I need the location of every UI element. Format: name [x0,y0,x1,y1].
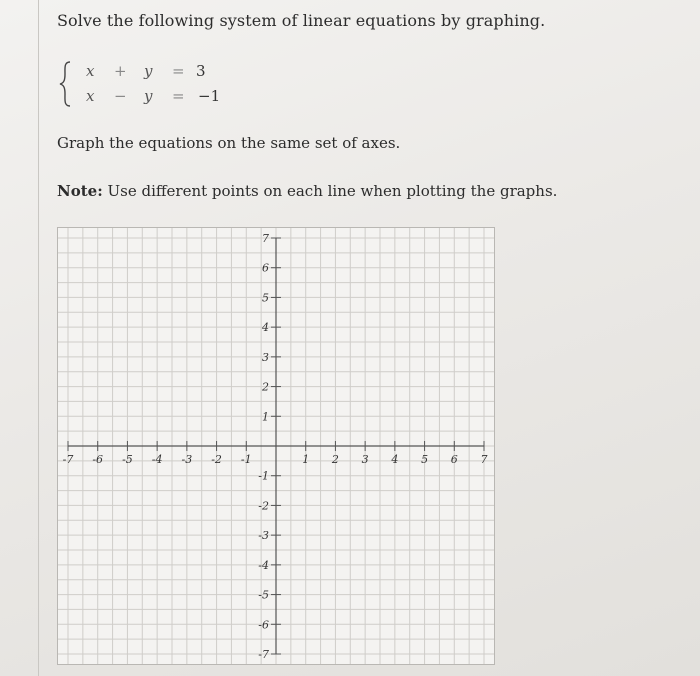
axes [68,238,484,654]
left-divider [38,0,39,676]
eq1-equals: = [172,62,185,80]
x-tick-label: 2 [331,453,339,466]
eq1-var-y: y [144,62,153,80]
graphing-canvas[interactable] [57,227,495,665]
eq2-operator: − [114,87,127,105]
x-axis-tick-labels [63,453,488,466]
x-tick-label: 7 [480,453,488,466]
y-tick-label: 4 [262,321,269,335]
x-tick-label: -6 [92,453,104,466]
y-tick-label: 1 [262,410,269,424]
note-text: Use different points on each line when plotting the graphs. [102,182,558,200]
x-tick-label: -4 [151,453,163,466]
y-tick-label: 7 [262,232,269,245]
y-tick-label: -3 [258,529,269,543]
x-tick-label: 3 [361,453,369,466]
eq1-rhs: 3 [196,62,206,80]
y-tick-label: -2 [258,499,269,513]
x-tick-label: -1 [240,453,252,466]
y-tick-label: 2 [262,380,269,394]
graph-instruction-text: Graph the equations on the same set of axes. [57,134,401,152]
eq2-equals: = [172,87,185,105]
y-tick-label: 3 [262,350,269,364]
instruction-text: Solve the following system of linear equations by graphing. [57,11,546,30]
equation-system [58,60,258,108]
y-tick-label: -7 [258,648,269,661]
eq2-var-y: y [144,87,153,105]
y-tick-label: 6 [262,261,269,275]
eq1-var-x: x [86,62,95,80]
y-tick-label: -4 [258,558,269,572]
left-brace-icon [58,60,72,108]
eq1-operator: + [114,62,127,80]
x-tick-label: 6 [450,453,458,466]
note [57,182,557,200]
x-tick-label: -2 [211,453,222,466]
x-tick-label: 1 [302,453,310,466]
x-tick-label: -7 [62,453,74,466]
x-tick-label: -5 [122,453,133,466]
y-tick-label: -5 [258,588,269,602]
y-tick-label: -1 [258,469,269,483]
y-tick-label: 5 [262,291,269,305]
note-label: Note: [57,182,103,200]
x-tick-label: -3 [181,453,193,466]
y-tick-label: -6 [258,618,269,632]
eq2-var-x: x [86,87,95,105]
x-tick-label: 5 [421,453,429,466]
x-tick-label: 4 [391,453,399,466]
eq2-rhs: −1 [198,87,221,105]
coordinate-grid[interactable] [58,228,494,664]
